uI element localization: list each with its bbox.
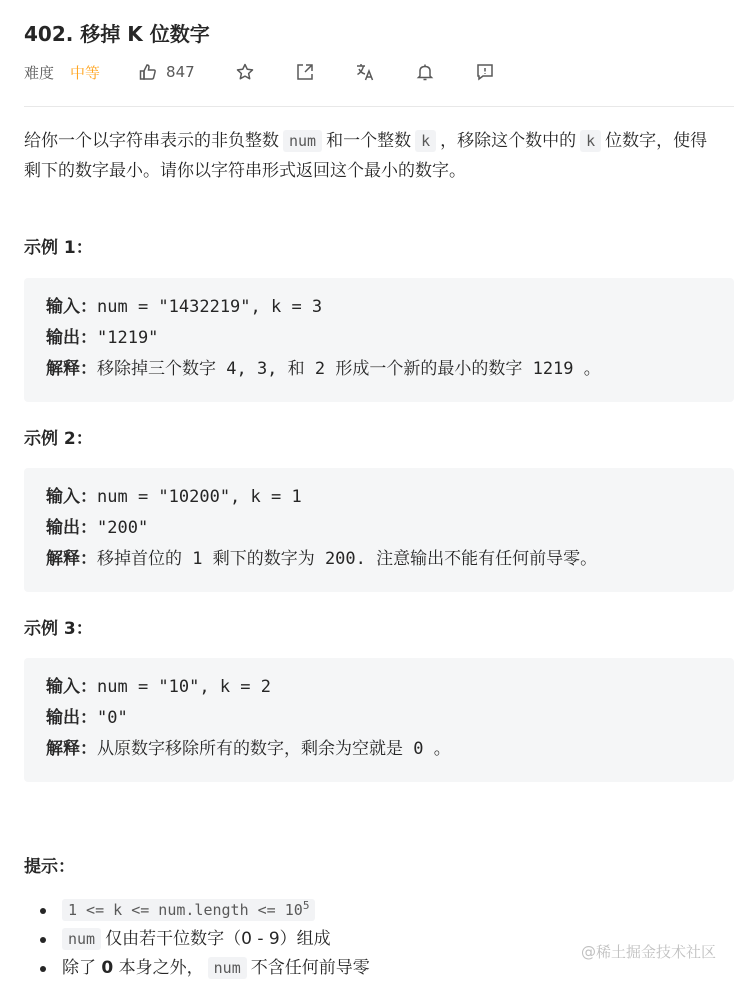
example-2-title: 示例 2： — [24, 429, 93, 449]
example-3-block — [24, 658, 734, 782]
example-3-title: 示例 3： — [24, 619, 93, 639]
inline-code: num — [62, 928, 101, 950]
share-icon — [295, 62, 315, 82]
input-label: 输入： — [46, 677, 97, 697]
hints-title: 提示： — [24, 857, 75, 877]
feedback-button[interactable] — [473, 60, 497, 84]
output-label: 输出： — [46, 328, 97, 348]
watermark: @稀土掘金技术社区 — [580, 943, 716, 961]
input-label: 输入： — [46, 297, 97, 317]
inline-code: num — [208, 957, 247, 979]
example-explanation: 移除掉三个数字 4, 3, 和 2 形成一个新的最小的数字 1219 。 — [97, 359, 601, 379]
difficulty-label: 难度 — [24, 63, 55, 82]
translate-icon — [355, 62, 375, 82]
output-label: 输出： — [46, 708, 97, 728]
desc-text: 位数字，使得剩下的数字最小。请你以字符串形式返回这个最小的数字。 — [24, 131, 708, 181]
hints-list — [62, 896, 370, 983]
star-icon — [235, 62, 255, 82]
desc-text: 和一个整数 — [326, 131, 412, 151]
inline-code: num — [283, 130, 322, 152]
example-explanation: 从原数字移除所有的数字，剩余为空就是 0 。 — [97, 739, 451, 759]
share-button[interactable] — [293, 60, 317, 84]
example-input: num = "1432219", k = 3 — [97, 297, 323, 317]
hint-item: num 仅由若干位数字（0 - 9）组成 — [62, 925, 370, 954]
output-label: 输出： — [46, 518, 97, 538]
example-output: "200" — [97, 518, 149, 538]
example-input: num = "10", k = 2 — [97, 677, 271, 697]
like-count: 847 — [166, 63, 195, 81]
desc-text: 给你一个以字符串表示的非负整数 — [24, 131, 279, 151]
translate-button[interactable] — [353, 60, 377, 84]
problem-title: 402. 移掉 K 位数字 — [24, 22, 210, 46]
example-output: "1219" — [97, 328, 159, 348]
example-output: "0" — [97, 708, 128, 728]
like-button[interactable] — [138, 62, 195, 82]
comment-icon — [475, 62, 495, 82]
explain-label: 解释： — [46, 549, 97, 569]
example-2-block — [24, 468, 734, 592]
inline-code: k — [415, 130, 436, 152]
inline-code: 1 <= k <= num.length <= $10^5$ — [62, 899, 315, 921]
explain-label: 解释： — [46, 739, 97, 759]
example-1-block — [24, 278, 734, 402]
bell-icon — [415, 62, 435, 82]
header-divider — [24, 106, 734, 107]
input-label: 输入： — [46, 487, 97, 507]
inline-code: k — [580, 130, 601, 152]
explain-label: 解释： — [46, 359, 97, 379]
thumb-up-icon — [138, 62, 158, 82]
example-input: num = "10200", k = 1 — [97, 487, 302, 507]
hint-item: 除了 0 本身之外， num 不含任何前导零 — [62, 954, 370, 983]
problem-meta — [24, 60, 497, 84]
example-1-title: 示例 1： — [24, 238, 93, 258]
difficulty-badge: 中等 — [70, 63, 101, 82]
notify-button[interactable] — [413, 60, 437, 84]
desc-text: ，移除这个数中的 — [440, 131, 577, 151]
favorite-button[interactable] — [233, 60, 257, 84]
problem-description — [24, 126, 724, 186]
hint-item — [62, 896, 370, 925]
example-explanation: 移掉首位的 1 剩下的数字为 200. 注意输出不能有任何前导零。 — [97, 549, 598, 569]
